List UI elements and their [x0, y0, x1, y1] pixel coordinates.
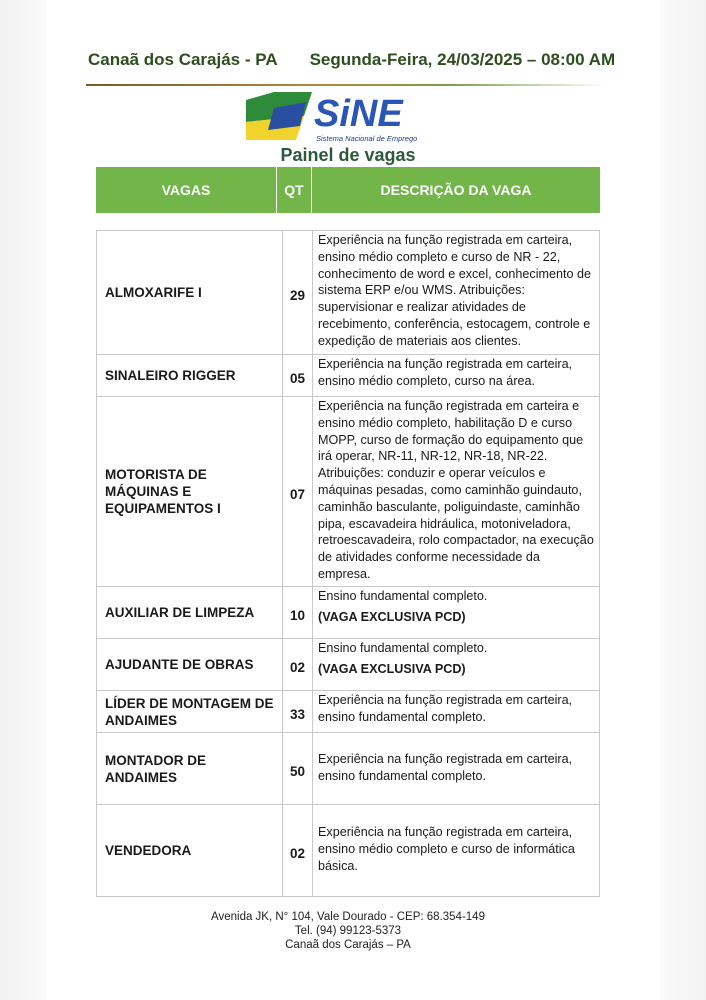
job-qt: 02 — [283, 805, 313, 897]
job-title: MOTORISTA DE MÁQUINAS E EQUIPAMENTOS I — [97, 397, 283, 587]
job-description — [313, 587, 600, 639]
job-description-text: Ensino fundamental completo. — [318, 589, 488, 603]
table-row — [97, 805, 600, 897]
job-note: (VAGA EXCLUSIVA PCD) — [318, 661, 466, 676]
svg-text:Sistema Nacional de Emprego: Sistema Nacional de Emprego — [316, 134, 418, 143]
header-descricao: DESCRIÇÃO DA VAGA — [380, 182, 532, 198]
footer-phone: Tel. (94) 99123-5373 — [294, 925, 402, 937]
footer-city: Canaã dos Carajás – PA — [285, 939, 411, 951]
table-row — [97, 691, 600, 733]
table-row — [97, 587, 600, 639]
job-qt: 07 — [283, 397, 313, 587]
job-title: AUXILIAR DE LIMPEZA — [97, 587, 283, 639]
job-title: MONTADOR DE ANDAIMES — [97, 733, 283, 805]
footer-address: Avenida JK, N° 104, Vale Dourado - CEP: 68.354-149 — [211, 911, 485, 923]
job-description-text: Ensino fundamental completo. — [318, 641, 488, 655]
job-title: AJUDANTE DE OBRAS — [97, 639, 283, 691]
job-description-text: Experiência na função registrada em carteira, ensino médio completo e curso de NR - 22, conhecimento de word e excel, conhecimento de sistema ERP e/ou WMS. Atribuições: supervisionar e realizar atividades de recebimento, conferência, estocagem, controle e expedição de materiais aos clientes. — [318, 233, 592, 348]
job-note: (VAGA EXCLUSIVA PCD) — [318, 609, 466, 624]
job-description — [313, 691, 600, 733]
table-row — [97, 639, 600, 691]
job-description-text: Experiência na função registrada em carteira, ensino médio completo, curso na área. — [318, 357, 573, 388]
job-description-text: Experiência na função registrada em carteira, ensino fundamental completo. — [318, 693, 573, 724]
job-title: LÍDER DE MONTAGEM DE ANDAIMES — [97, 691, 283, 733]
job-title: VENDEDORA — [97, 805, 283, 897]
job-description-text: Experiência na função registrada em carteira, ensino médio completo e curso de informática básica. — [318, 825, 575, 873]
job-description — [313, 231, 600, 355]
header-datetime: Segunda-Feira, 24/03/2025 – 08:00 AM — [309, 50, 616, 69]
jobs-table — [96, 230, 600, 897]
header-qt: QT — [277, 167, 312, 213]
header-location: Canaã dos Carajás - PA — [88, 50, 278, 69]
job-qt: 02 — [283, 639, 313, 691]
table-row — [97, 733, 600, 805]
job-description — [313, 733, 600, 805]
job-qt: 29 — [283, 231, 313, 355]
table-row — [97, 231, 600, 355]
table-row — [97, 397, 600, 587]
page-footer — [0, 910, 696, 952]
job-qt: 50 — [283, 733, 313, 805]
sine-logo — [244, 86, 444, 146]
job-qt: 33 — [283, 691, 313, 733]
job-description — [313, 355, 600, 397]
job-qt: 05 — [283, 355, 313, 397]
job-description — [313, 639, 600, 691]
job-description-text: Experiência na função registrada em carteira, ensino fundamental completo. — [318, 751, 573, 783]
page-header — [88, 50, 628, 70]
job-description — [313, 805, 600, 897]
job-qt: 10 — [283, 587, 313, 639]
job-title: SINALEIRO RIGGER — [97, 355, 283, 397]
table-row — [97, 355, 600, 397]
job-description — [313, 397, 600, 587]
svg-text:SiNE: SiNE — [314, 93, 403, 135]
header-vagas: VAGAS — [96, 167, 277, 213]
job-title: ALMOXARIFE I — [97, 231, 283, 355]
table-header — [96, 167, 600, 213]
page-title: Painel de vagas — [280, 145, 416, 165]
job-description-text: Experiência na função registrada em carteira e ensino médio completo, habilitação D e curso MOPP, curso de formação do equipamento que irá operar, NR-11, NR-12, NR-18, NR-22. Atribuições: conduzir e operar veículos e máquinas pesadas, como caminhão guindauto, caminhão basculante, poliguindaste, caminhão pipa, escavadeira hidráulica, motoniveladora, retroescavadeira, rolo compactador, na execução de atividades conforme necessidade da empresa. — [318, 399, 594, 581]
